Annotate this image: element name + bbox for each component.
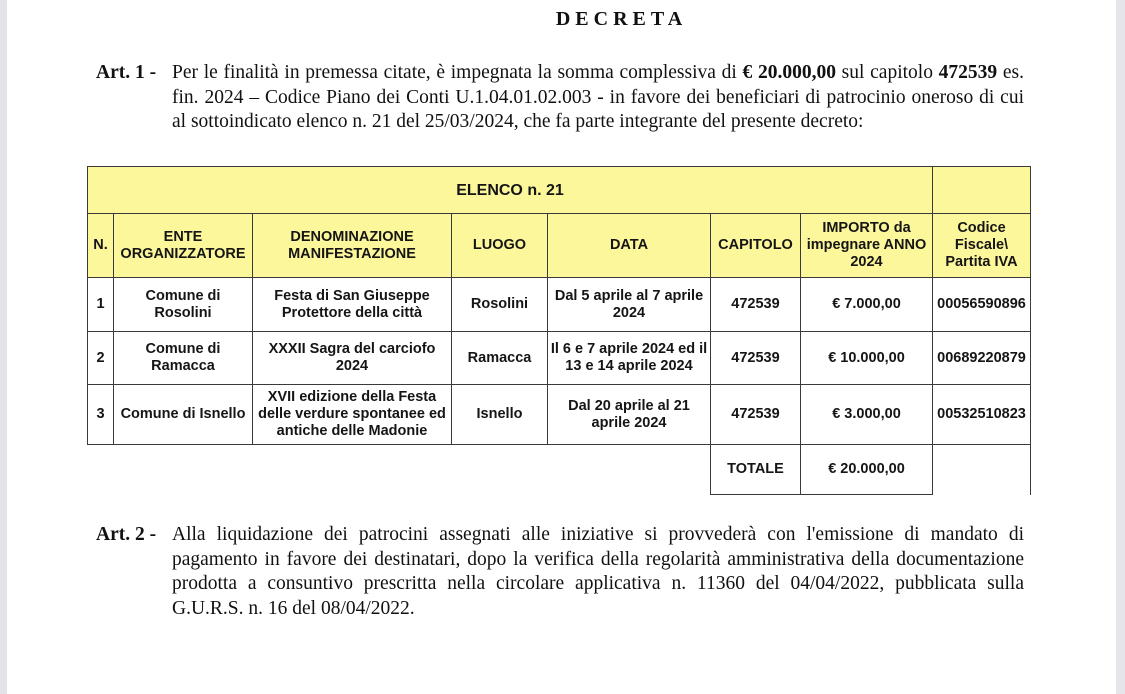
cell-codice: 00056590896 [933, 278, 1031, 332]
header-codice: Codice Fiscale\ Partita IVA [933, 214, 1031, 278]
article-1-capitolo: 472539 [938, 62, 998, 83]
header-importo: IMPORTO da impegnare ANNO 2024 [801, 214, 933, 278]
total-spacer-right [933, 445, 1031, 495]
cell-n: 3 [88, 385, 114, 445]
total-label: TOTALE [711, 445, 801, 495]
page-edge-right [1116, 0, 1125, 694]
header-data: DATA [548, 214, 711, 278]
cell-importo: € 3.000,00 [801, 385, 933, 445]
total-spacer [88, 445, 711, 495]
cell-capitolo: 472539 [711, 278, 801, 332]
header-capitolo: CAPITOLO [711, 214, 801, 278]
cell-denominazione: Festa di San Giuseppe Protettore della città [253, 278, 452, 332]
cell-luogo: Rosolini [452, 278, 548, 332]
table-row [88, 385, 1031, 445]
cell-n: 2 [88, 332, 114, 385]
table-row [88, 278, 1031, 332]
header-denominazione: DENOMINAZIONE MANIFESTAZIONE [253, 214, 452, 278]
cell-capitolo: 472539 [711, 385, 801, 445]
table-title: ELENCO n. 21 [88, 167, 933, 214]
cell-data: Dal 20 aprile al 21 aprile 2024 [548, 385, 711, 445]
page-edge-left [0, 0, 7, 694]
header-n: N. [88, 214, 114, 278]
article-1-text-3: es. fin. 2024 – Codice Piano dei Conti U.1.04.01.02.003 - in favore dei beneficiari di patrocinio oneroso di cui al sottoindicato elenco n. 21 del 25/03/2024, che fa parte integrante del presente decreto: [172, 62, 1025, 132]
article-2-body: Alla liquidazione dei patrocini assegnati alle iniziative si provvederà con l'emissione di mandato di pagamento in favore dei destinatari, dopo la verifica della regolarità amministrativa della documentazione prodotta a consuntivo prescritta nella circolare applicativa n. 11360 del 04/04/2022, pubblicata sulla G.U.R.S. n. 16 del 08/04/2022. [172, 524, 1024, 619]
cell-denominazione: XXXII Sagra del carciofo 2024 [253, 332, 452, 385]
article-1-text-2: sul capitolo [835, 62, 939, 83]
cell-importo: € 7.000,00 [801, 278, 933, 332]
cell-ente: Comune di Isnello [114, 385, 253, 445]
decree-title: DECRETA [555, 8, 688, 30]
cell-importo: € 10.000,00 [801, 332, 933, 385]
header-ente: ENTE ORGANIZZATORE [114, 214, 253, 278]
table-total-row [88, 445, 1031, 495]
article-1-label: Art. 1 - [96, 62, 157, 83]
header-luogo: LUOGO [452, 214, 548, 278]
article-1-amount: € 20.000,00 [742, 62, 836, 83]
article-1 [96, 61, 1024, 135]
cell-capitolo: 472539 [711, 332, 801, 385]
cell-luogo: Isnello [452, 385, 548, 445]
article-1-text-1: Per le finalità in premessa citate, è impegnata la somma complessiva di [172, 62, 743, 83]
elenco-table [87, 166, 1031, 495]
cell-ente: Comune di Rosolini [114, 278, 253, 332]
cell-n: 1 [88, 278, 114, 332]
total-value: € 20.000,00 [801, 445, 933, 495]
article-1-body [172, 61, 1024, 135]
table-header-row [88, 214, 1031, 278]
cell-data: Il 6 e 7 aprile 2024 ed il 13 e 14 aprile 2024 [548, 332, 711, 385]
cell-ente: Comune di Ramacca [114, 332, 253, 385]
table-row [88, 332, 1031, 385]
table-title-row [88, 167, 1031, 214]
table-title-empty-cell [933, 167, 1031, 214]
article-2 [96, 523, 1024, 621]
cell-codice: 00532510823 [933, 385, 1031, 445]
cell-luogo: Ramacca [452, 332, 548, 385]
cell-data: Dal 5 aprile al 7 aprile 2024 [548, 278, 711, 332]
article-2-label: Art. 2 - [96, 524, 157, 545]
cell-codice: 00689220879 [933, 332, 1031, 385]
cell-denominazione: XVII edizione della Festa delle verdure spontanee ed antiche delle Madonie [253, 385, 452, 445]
